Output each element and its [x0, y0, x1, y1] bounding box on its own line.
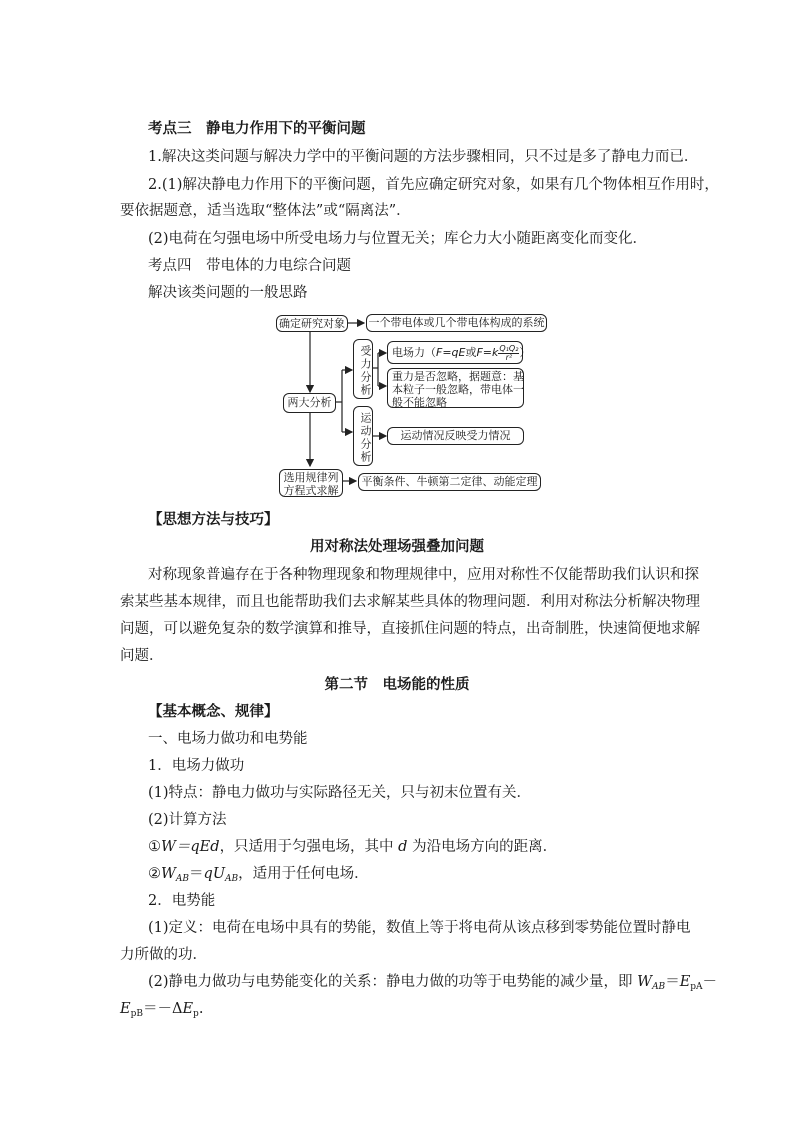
- relation-minus: －: [702, 974, 718, 990]
- motion-analysis-label: 运动分析: [359, 411, 372, 464]
- formula-1-marker: ①: [148, 839, 161, 855]
- choose-law-box: [279, 469, 343, 497]
- motion-reflects-box: [387, 427, 524, 445]
- two-analysis-box: [283, 393, 336, 413]
- force-analysis-label: 受力分析: [359, 344, 372, 397]
- electric-force-formula: F=qE: [436, 346, 466, 359]
- electric-force-prefix: 电场力（: [392, 346, 436, 359]
- electric-force-k: F=k: [476, 346, 499, 359]
- section-1: 一、电场力做功和电势能: [148, 731, 308, 747]
- relation2-E: E: [120, 1001, 131, 1017]
- formula-1-text2: 为沿电场方向的距离．: [407, 839, 558, 855]
- formula-1: [148, 837, 557, 857]
- research-object-label: 确定研究对象: [279, 317, 345, 330]
- gravity-box: [387, 368, 524, 408]
- two-analysis-label: 两大分析: [287, 396, 332, 409]
- calc-method: (2)计算方法: [148, 812, 227, 828]
- formula-2: [148, 864, 369, 889]
- flow-diagram: [274, 308, 548, 498]
- section3-p1: 1.解决这类问题与解决力学中的平衡问题的方法步骤相同，只不过是多了静电力而已．: [148, 149, 699, 165]
- motion-analysis-box: [353, 406, 373, 466]
- choose-law-line-1: 选用规律列: [283, 471, 339, 484]
- formula-2-eq: ＝: [189, 866, 204, 882]
- relation2-p: p: [193, 1009, 199, 1019]
- research-object-box: [276, 315, 348, 332]
- formula-2-W: W: [161, 866, 176, 882]
- formula-2-marker: ②: [148, 866, 161, 882]
- gravity-line-1: 重力是否忽略，据题意：基: [392, 370, 524, 383]
- gravity-line-2: 本粒子一般忽略，带电体一: [392, 383, 524, 396]
- section4-heading: 考点四 带电体的力电综合问题: [148, 258, 351, 274]
- methods-heading: 【思想方法与技巧】: [148, 511, 279, 528]
- relation-W: W: [637, 974, 653, 990]
- relation2-E2: E: [182, 1001, 194, 1017]
- choose-law-line-2: 方程式求解: [283, 484, 339, 497]
- gravity-line-3: 般不能忽略: [392, 396, 447, 409]
- formula-2-text: ，适用于任何电场．: [238, 866, 369, 882]
- relation2-pB: pB: [130, 1009, 143, 1019]
- section3-p3: (2)电荷在匀强电场中所受电场力与位置无关；库仑力大小随距离变化而变化．: [148, 231, 648, 247]
- section4-intro: 解决该类问题的一般思路: [148, 285, 308, 301]
- definition-a: (1)定义：电荷在电场中具有的势能，数值上等于将电荷从该点移到零势能位置时静电: [148, 920, 691, 936]
- force-analysis-box: [353, 339, 373, 399]
- relation2-eq: ＝－Δ: [142, 1001, 183, 1017]
- relation-AB: AB: [652, 982, 666, 992]
- relation-eq: ＝: [665, 974, 680, 990]
- section-1-1: 1．电场力做功: [148, 758, 245, 774]
- relation-text: (2)静电力做功与电势能变化的关系：静电力做的功等于电势能的减少量，即: [148, 974, 638, 990]
- formula-1-d: d: [398, 839, 408, 855]
- section3-heading: 考点三 静电力作用下的平衡问题: [148, 120, 366, 137]
- section3-p2b: 要依据题意，适当选取“整体法”或“隔离法”．: [120, 203, 411, 219]
- electric-force-suffix: ）: [519, 346, 531, 359]
- section-1-2: 2．电势能: [148, 893, 216, 909]
- methods-title: 用对称法处理场强叠加问题: [310, 538, 484, 555]
- formula-1-expr: W＝qEd: [161, 839, 220, 855]
- section3-p2a: 2.(1)解决静电力作用下的平衡问题，首先应确定研究对象，如果有几个物体相互作用时，: [148, 177, 719, 193]
- electric-force-box: [387, 341, 531, 364]
- formula-2-AB: AB: [175, 874, 190, 884]
- coulomb-fraction: [498, 345, 519, 362]
- laws-label: 平衡条件、牛顿第二定律、动能定理: [361, 475, 538, 488]
- laws-box: [358, 473, 541, 491]
- relation-pA: pA: [690, 982, 703, 992]
- feature-text: (1)特点：静电力做功与实际路径无关，只与初末位置有关．: [148, 785, 532, 801]
- relation-E: E: [679, 974, 691, 990]
- basic-heading: 【基本概念、规律】: [148, 703, 279, 720]
- methods-l3: 问题，可以避免复杂的数学演算和推导，直接抓住问题的特点，出奇制胜，快速简便地求解: [120, 621, 700, 637]
- system-label: 一个带电体或几个带电体构成的系统: [368, 316, 545, 329]
- relation-line-1: [148, 972, 717, 997]
- chapter2-title: 第二节 电场能的性质: [324, 676, 470, 693]
- electric-force-or: 或: [465, 346, 477, 359]
- formula-2-qU: qU: [203, 866, 226, 882]
- fraction-numerator: Q₁Q₂: [499, 343, 519, 353]
- definition-b: 力所做的功．: [120, 947, 207, 963]
- system-box: [366, 314, 547, 332]
- motion-reflects-label: 运动情况反映受力情况: [400, 429, 511, 442]
- fraction-denominator: r²: [505, 352, 513, 362]
- relation2-end: .: [198, 1001, 204, 1017]
- formula-1-text: ，只适用于匀强电场，其中: [219, 839, 399, 855]
- methods-l1: 对称现象普遍存在于各种物理现象和物理规律中，应用对称性不仅能帮助我们认识和探: [148, 567, 699, 583]
- methods-l4: 问题．: [120, 648, 164, 664]
- methods-l2: 索某些基本规律，而且也能帮助我们去求解某些具体的物理问题．利用对称法分析解决物理: [120, 594, 700, 610]
- relation-line-2: [120, 999, 203, 1024]
- formula-2-AB2: AB: [225, 874, 239, 884]
